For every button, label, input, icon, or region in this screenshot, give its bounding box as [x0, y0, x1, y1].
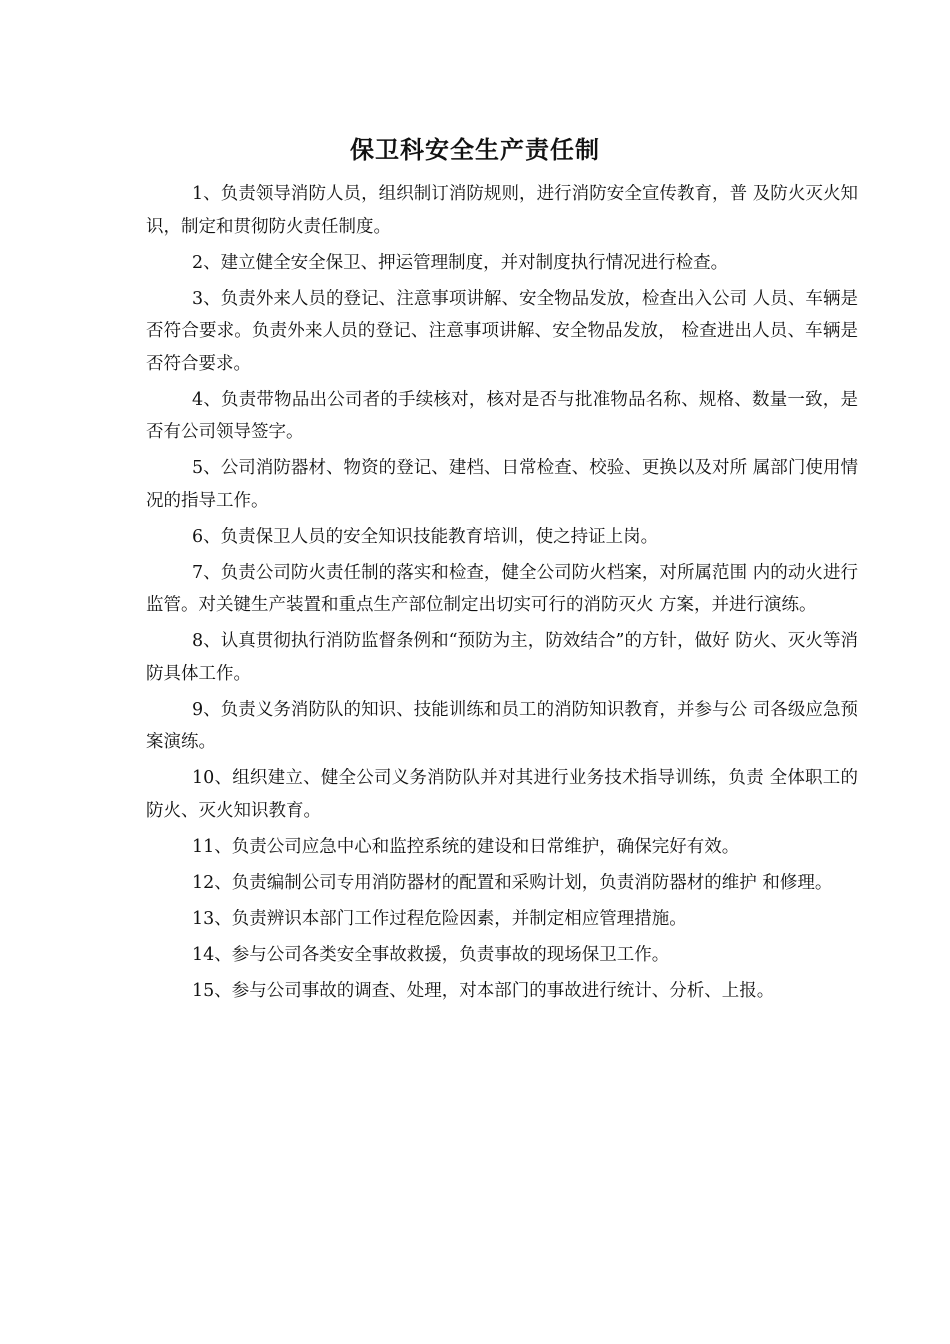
responsibility-item-6: 6、负责保卫人员的安全知识技能教育培训，使之持证上岗。 — [192, 526, 659, 547]
responsibility-item-4: 4、负责带物品出公司者的手续核对，核对是否与批准物品名称、规格、数量一致，是否有公司领导签字。 — [146, 389, 858, 442]
responsibility-item-13: 13、负责辨识本部门工作过程危险因素，并制定相应管理措施。 — [192, 908, 687, 929]
responsibility-item-7: 7、负责公司防火责任制的落实和检查，健全公司防火档案，对所属范围 内的动火进行监管。对关键生产装置和重点生产部位制定出切实可行的消防灭火 方案，并进行演练。 — [146, 562, 858, 615]
document-title: 保卫科安全生产责任制 — [350, 135, 600, 164]
document-body — [146, 178, 858, 1011]
responsibility-item-15: 15、参与公司事故的调查、处理，对本部门的事故进行统计、分析、上报。 — [192, 980, 775, 1001]
responsibility-item-1: 1、负责领导消防人员，组织制订消防规则，进行消防安全宣传教育，普 及防火灭火知识，制定和贯彻防火责任制度。 — [146, 184, 858, 237]
responsibility-item-12: 12、负责编制公司专用消防器材的配置和采购计划，负责消防器材的维护 和修理。 — [192, 872, 833, 893]
responsibility-item-10: 10、组织建立、健全公司义务消防队并对其进行业务技术指导训练，负责 全体职工的防火、灭火知识教育。 — [146, 768, 858, 821]
responsibility-item-14: 14、参与公司各类安全事故救援，负责事故的现场保卫工作。 — [192, 944, 670, 965]
responsibility-item-9: 9、负责义务消防队的知识、技能训练和员工的消防知识教育，并参与公 司各级应急预案演练。 — [146, 699, 858, 752]
responsibility-item-11: 11、负责公司应急中心和监控系统的建设和日常维护，确保完好有效。 — [192, 836, 740, 857]
responsibility-item-2: 2、建立健全安全保卫、押运管理制度，并对制度执行情况进行检查。 — [192, 252, 729, 273]
responsibility-item-5: 5、公司消防器材、物资的登记、建档、日常检查、校验、更换以及对所 属部门使用情况的指导工作。 — [146, 458, 858, 511]
responsibility-item-8: 8、认真贯彻执行消防监督条例和“预防为主，防效结合”的方针，做好 防火、灭火等消防具体工作。 — [146, 631, 858, 684]
responsibility-item-3: 3、负责外来人员的登记、注意事项讲解、安全物品发放，检查出入公司 人员、车辆是否符合要求。负责外来人员的登记、注意事项讲解、安全物品发放， 检查进出人员、车辆是否符合要求。 — [146, 288, 858, 374]
